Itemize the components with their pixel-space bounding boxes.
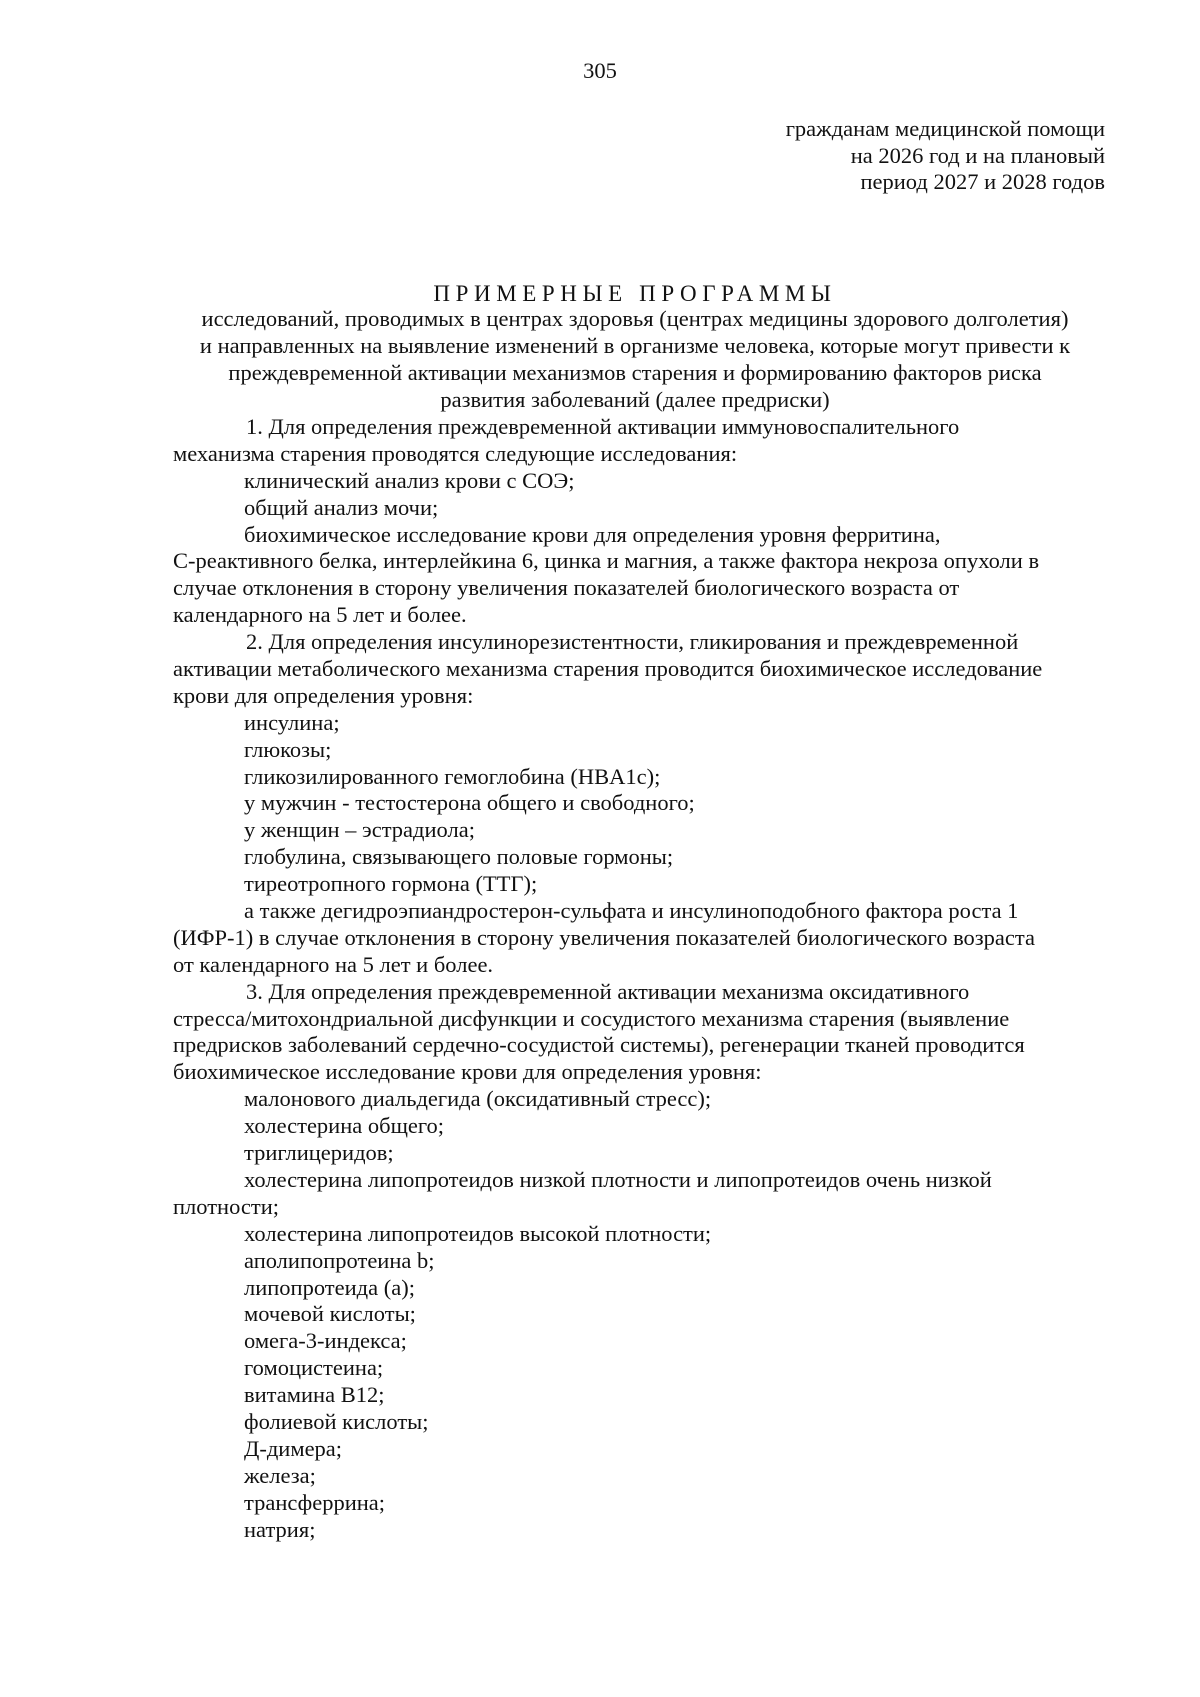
paragraph-line: С-реактивного белка, интерлейкина 6, цинка и магния, а также фактора некроза опухоли в xyxy=(173,548,1040,574)
paragraph-line: случае отклонения в сторону увеличения показателей биологического возраста от xyxy=(173,575,960,601)
list-item: инсулина; xyxy=(244,709,340,735)
list-item: холестерина липопротеидов низкой плотности и липопротеидов очень низкой xyxy=(244,1166,992,1192)
list-item: натрия; xyxy=(244,1516,316,1542)
paragraph-line: 3. Для определения преждевременной активации механизма оксидативного xyxy=(246,978,970,1004)
list-item: гликозилированного гемоглобина (HBA1c); xyxy=(244,763,661,789)
subtitle-line: и направленных на выявление изменений в организме человека, которые могут привести к xyxy=(199,332,1071,358)
document-body xyxy=(173,414,1133,1543)
header-line: на 2026 год и на плановый xyxy=(850,142,1105,168)
list-item: глюкозы; xyxy=(244,736,332,762)
title-block xyxy=(150,279,1120,414)
paragraph-line: плотности; xyxy=(173,1193,280,1219)
list-item: Д-димера; xyxy=(244,1435,343,1461)
list-item: аполипопротеина b; xyxy=(244,1247,435,1273)
list-item: трансферрина; xyxy=(244,1489,386,1515)
document-title: ПРИМЕРНЫЕ ПРОГРАММЫ xyxy=(433,281,837,306)
list-item: общий анализ мочи; xyxy=(244,494,439,520)
list-item: у мужчин - тестостерона общего и свободного; xyxy=(244,790,695,816)
header-block xyxy=(786,116,1105,196)
subtitle-line: развития заболеваний (далее предриски) xyxy=(440,386,830,412)
list-item: малонового диальдегида (оксидативный стресс); xyxy=(244,1086,712,1112)
paragraph-line: крови для определения уровня: xyxy=(173,682,474,708)
paragraph-line: (ИФР-1) в случае отклонения в сторону увеличения показателей биологического возраста xyxy=(173,924,1035,950)
header-line: гражданам медицинской помощи xyxy=(785,116,1105,141)
subtitle-line: преждевременной активации механизмов старения и формированию факторов риска xyxy=(228,359,1042,385)
list-item: железа; xyxy=(244,1462,316,1488)
list-item: мочевой кислоты; xyxy=(244,1301,416,1327)
paragraph-line: 1. Для определения преждевременной активации иммуновоспалительного xyxy=(246,414,960,439)
list-item: а также дегидроэпиандростерон-сульфата и инсулиноподобного фактора роста 1 xyxy=(244,898,1019,924)
paragraph-line: стресса/митохондриальной дисфункции и сосудистого механизма старения (выявление xyxy=(173,1005,1010,1031)
paragraph-line: 2. Для определения инсулинорезистентности, гликирования и преждевременной xyxy=(246,629,1019,655)
subtitle-line: исследований, проводимых в центрах здоровья (центрах медицины здорового долголетия) xyxy=(201,306,1069,331)
page-number: 305 xyxy=(583,58,617,83)
list-item: у женщин – эстрадиола; xyxy=(244,817,475,843)
list-item: тиреотропного гормона (ТТГ); xyxy=(244,871,538,897)
list-item: витамина В12; xyxy=(244,1382,385,1408)
list-item: глобулина, связывающего половые гормоны; xyxy=(244,844,674,870)
list-item: гомоцистеина; xyxy=(244,1355,384,1381)
paragraph-line: от календарного на 5 лет и более. xyxy=(173,951,494,977)
list-item: холестерина липопротеидов высокой плотности; xyxy=(244,1220,712,1246)
list-item: биохимическое исследование крови для определения уровня ферритина, xyxy=(244,521,941,547)
paragraph-line: календарного на 5 лет и более. xyxy=(173,602,467,628)
list-item: триглицеридов; xyxy=(244,1140,394,1166)
list-item: омега-3-индекса; xyxy=(244,1328,407,1354)
header-line: период 2027 и 2028 годов xyxy=(860,169,1105,194)
paragraph-line: механизма старения проводятся следующие исследования: xyxy=(173,440,738,466)
list-item: клинический анализ крови с СОЭ; xyxy=(244,467,575,493)
document-subtitle xyxy=(150,306,1120,414)
list-item: фолиевой кислоты; xyxy=(244,1408,429,1434)
paragraph-line: активации метаболического механизма старения проводится биохимическое исследование xyxy=(173,656,1043,682)
list-item: липопротеида (а); xyxy=(244,1274,415,1300)
list-item: холестерина общего; xyxy=(244,1113,445,1139)
paragraph-line: предрисков заболеваний сердечно-сосудистой системы), регенерации тканей проводится xyxy=(173,1032,1025,1058)
paragraph-line: биохимическое исследование крови для определения уровня: xyxy=(173,1059,762,1085)
